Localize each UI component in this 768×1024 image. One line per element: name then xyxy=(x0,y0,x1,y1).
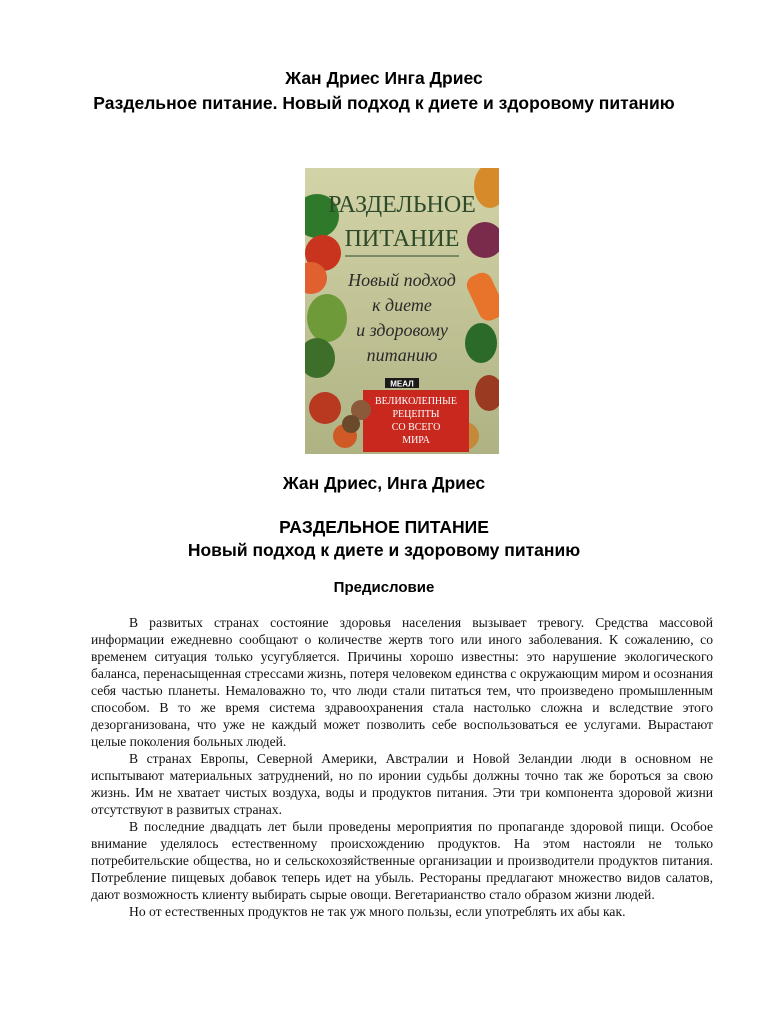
preface-heading: Предисловие xyxy=(333,579,435,596)
authors-line: Жан Дриес, Инга Дриес xyxy=(282,473,486,493)
book-subtitle: Новый подход к диете и здоровому питанию xyxy=(187,540,581,560)
banner-line1: ВЕЛИКОЛЕПНЫЕ xyxy=(375,396,457,407)
cover-subtitle-line1: Новый подход xyxy=(348,270,456,290)
cover-subtitle-line4: питанию xyxy=(366,345,438,365)
paragraph: Но от естественных продуктов не так уж много пользы, если употреблять их абы как. xyxy=(129,904,626,919)
preface-body xyxy=(91,614,713,920)
banner-line4: МИРА xyxy=(402,435,430,446)
paragraph: В развитых странах состояние здоровья населения вызывает тревогу. Средства массовой информации ежедневно сообщают о количестве жертв того или иного заболевания. К сожалению, со временем ситуация только усугубляется. Причины хорошо известны: это нарушение экологического баланса, перенасыщенная стрессами жизнь, потеря человеком единства с окружающим миром и осознания себя частью планеты. Немаловажно то, что люди стали питаться тем, что произведено промышленным способом. В то же время система здравоохранения стала настолько сложна и вследствие этого дезорганизована, что уже не каждый может позволить себе воспользоваться ее услугами. Вырастают целые поколения больных людей. xyxy=(91,615,713,749)
banner-line2: РЕЦЕПТЫ xyxy=(392,409,440,420)
cover-subtitle-line2: к диете xyxy=(372,295,432,315)
cover-title-line1: РАЗДЕЛЬНОЕ xyxy=(328,192,476,218)
cover-subtitle-line3: и здоровому xyxy=(356,320,448,340)
book-cover-image xyxy=(305,168,499,454)
publisher-logo: МЕАЛ xyxy=(390,379,414,389)
paragraph: В последние двадцать лет были проведены мероприятия по пропаганде здоровой пищи. Особое внимание уделялось естественному происхождению продуктов. На этом настояли не только потребительские общества, но и сельскохозяйственные организации и производители продуктов питания. Потребление пищевых добавок теперь идет на убыль. Рестораны предлагают множество видов салатов, дают возможность клиенту выбирать сырые овощи. Вегетарианство стало образом жизни людей. xyxy=(91,819,713,902)
book-title: РАЗДЕЛЬНОЕ ПИТАНИЕ xyxy=(279,517,489,537)
banner-line3: СО ВСЕГО xyxy=(391,422,441,433)
header-authors: Жан Дриес Инга Дриес xyxy=(285,68,483,88)
header-title: Раздельное питание. Новый подход к диете и здоровому питанию xyxy=(93,93,675,113)
paragraph: В странах Европы, Северной Америки, Австралии и Новой Зеландии люди в основном не испытывают материальных затруднений, но по иронии судьбы должны точно так же бороться за свою жизнь. Им не хватает чистых воздуха, воды и продуктов питания. Эти три компонента здоровой жизни отсутствуют в развитых странах. xyxy=(91,751,713,817)
cover-title-line2: ПИТАНИЕ xyxy=(344,226,460,252)
